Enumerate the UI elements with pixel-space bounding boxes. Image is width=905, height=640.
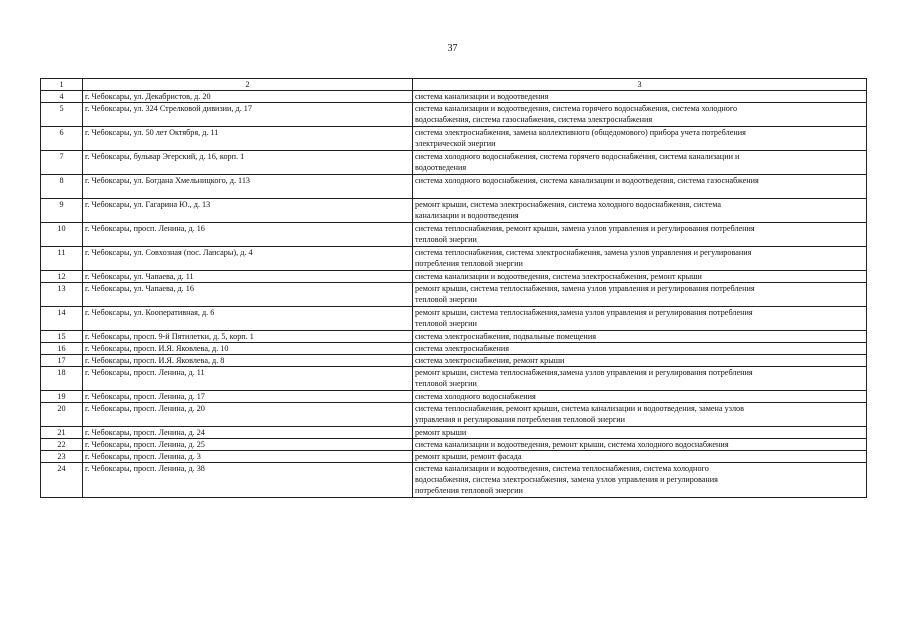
row-number: 16 [41,343,83,355]
row-number: 17 [41,355,83,367]
row-works [413,463,867,498]
row-works [413,451,867,463]
row-address: г. Чебоксары, просп. 9-й Пятилетки, д. 5, корп. 1 [83,331,413,343]
row-address: г. Чебоксары, ул. Чапаева, д. 11 [83,271,413,283]
row-works-line: система электроснабжения [415,344,510,353]
table-row [41,367,867,391]
row-number: 14 [41,307,83,331]
row-number: 6 [41,127,83,151]
column-header-number: 1 [41,79,83,91]
row-works-line: потребления тепловой энергии [415,259,523,268]
row-works-line: электрической энергии [415,139,496,148]
row-works-line: тепловой энергии [415,295,477,304]
row-address: г. Чебоксары, просп. Ленина, д. 38 [83,463,413,498]
row-works [413,271,867,283]
row-works-line: система канализации и водоотведения, ремонт крыши, система холодного водоснабжения [415,440,729,449]
row-address: г. Чебоксары, ул. Кооперативная, д. 6 [83,307,413,331]
table-row [41,451,867,463]
row-works-line: система электроснабжения, ремонт крыши [415,356,565,365]
row-works [413,427,867,439]
row-address: г. Чебоксары, просп. Ленина, д. 20 [83,403,413,427]
row-address: г. Чебоксары, ул. Декабристов, д. 20 [83,91,413,103]
row-works-line: ремонт крыши, система электроснабжения, система холодного водоснабжения, система [415,200,721,209]
row-works-line: система электроснабжения, подвальные помещения [415,332,596,341]
row-works-line: водоснабжения, система электроснабжения, замена узлов управления и регулирования [415,475,718,484]
table-row [41,247,867,271]
table-row [41,199,867,223]
row-works-line: тепловой энергии [415,319,477,328]
row-address: г. Чебоксары, бульвар Эгерский, д. 16, корп. 1 [83,151,413,175]
row-works [413,367,867,391]
row-number: 4 [41,91,83,103]
row-works [413,103,867,127]
row-address: г. Чебоксары, просп. Ленина, д. 25 [83,439,413,451]
row-works-line: система холодного водоснабжения, система канализации и водоотведения, система газоснабжения [415,176,759,185]
row-address: г. Чебоксары, ул. Чапаева, д. 16 [83,283,413,307]
row-works-line: система канализации и водоотведения, система теплоснабжения, система холодного [415,464,709,473]
row-number: 15 [41,331,83,343]
row-works-line: канализации и водоотведения [415,211,519,220]
row-works-line: водоснабжения, система газоснабжения, система электроснабжения [415,115,653,124]
row-number: 11 [41,247,83,271]
row-address: г. Чебоксары, просп. Ленина, д. 11 [83,367,413,391]
row-works-line: система теплоснабжения, система электроснабжения, замена узлов управления и регулирования [415,248,752,257]
row-works [413,151,867,175]
row-works [413,403,867,427]
table-row [41,403,867,427]
row-works-line: водоотведения [415,163,467,172]
row-works [413,343,867,355]
row-address: г. Чебоксары, просп. И.Я. Яковлева, д. 8 [83,355,413,367]
row-number: 8 [41,175,83,199]
row-works [413,331,867,343]
table-row [41,463,867,498]
row-number: 23 [41,451,83,463]
table-row [41,343,867,355]
row-works-line: система канализации и водоотведения [415,92,549,101]
row-works-line: тепловой энергии [415,379,477,388]
row-address: г. Чебоксары, просп. Ленина, д. 3 [83,451,413,463]
row-number: 20 [41,403,83,427]
row-number: 22 [41,439,83,451]
row-address: г. Чебоксары, просп. Ленина, д. 17 [83,391,413,403]
row-works-line: система холодного водоснабжения, система горячего водоснабжения, система канализации и [415,152,740,161]
table-row [41,151,867,175]
table-row [41,175,867,199]
table-row [41,307,867,331]
row-works-line: ремонт крыши, система теплоснабжения,замена узлов управления и регулирования потребления [415,308,753,317]
table-row [41,283,867,307]
row-works [413,283,867,307]
row-works-line: ремонт крыши [415,428,467,437]
row-works-line: потребления тепловой энергии [415,486,523,495]
row-works-line: ремонт крыши, система теплоснабжения, замена узлов управления и регулирования потребления [415,284,755,293]
row-number: 21 [41,427,83,439]
table-row [41,223,867,247]
row-works [413,307,867,331]
column-header-address: 2 [83,79,413,91]
row-address: г. Чебоксары, просп. И.Я. Яковлева, д. 10 [83,343,413,355]
row-works-line: система холодного водоснабжения [415,392,536,401]
works-table [40,78,867,498]
row-works [413,247,867,271]
table-row [41,127,867,151]
row-number: 10 [41,223,83,247]
table-row [41,427,867,439]
row-works [413,391,867,403]
row-works [413,439,867,451]
row-number: 19 [41,391,83,403]
row-address: г. Чебоксары, ул. 50 лет Октября, д. 11 [83,127,413,151]
row-works [413,223,867,247]
row-works-line: система теплоснабжения, ремонт крыши, система канализации и водоотведения, замена узлов [415,404,744,413]
row-address: г. Чебоксары, ул. 324 Стрелковой дивизии, д. 17 [83,103,413,127]
row-number: 12 [41,271,83,283]
row-works-line: тепловой энергии [415,235,477,244]
row-number: 5 [41,103,83,127]
works-table-body [41,79,867,498]
row-works-line: управления и регулирования потребления тепловой энергии [415,415,626,424]
page-number: 37 [447,43,458,54]
row-works [413,355,867,367]
table-row [41,331,867,343]
row-number: 9 [41,199,83,223]
row-works [413,199,867,223]
row-address: г. Чебоксары, ул. Богдана Хмельницкого, д. 113 [83,175,413,199]
table-row [41,103,867,127]
row-works-line: система электроснабжения, замена коллективного (общедомового) прибора учета потребления [415,128,746,137]
row-number: 13 [41,283,83,307]
row-address: г. Чебоксары, просп. Ленина, д. 24 [83,427,413,439]
table-row [41,271,867,283]
table-row [41,355,867,367]
row-works-line: система теплоснабжения, ремонт крыши, замена узлов управления и регулирования потребления [415,224,755,233]
column-header-works: 3 [413,79,867,91]
row-address: г. Чебоксары, просп. Ленина, д. 16 [83,223,413,247]
row-number: 24 [41,463,83,498]
row-works-line: ремонт крыши, ремонт фасада [415,452,522,461]
row-number: 18 [41,367,83,391]
row-address: г. Чебоксары, ул. Гагарина Ю., д. 13 [83,199,413,223]
row-works-line: система канализации и водоотведения, система горячего водоснабжения, система холодного [415,104,738,113]
row-works [413,175,867,199]
table-row [41,91,867,103]
row-address: г. Чебоксары, ул. Совхозная (пос. Лапсары), д. 4 [83,247,413,271]
row-works-line: система канализации и водоотведения, система электроснабжения, ремонт крыши [415,272,702,281]
table-header-row [41,79,867,91]
row-works [413,127,867,151]
table-row [41,391,867,403]
table-row [41,439,867,451]
row-works [413,91,867,103]
row-works-line: ремонт крыши, система теплоснабжения,замена узлов управления и регулирования потребления [415,368,753,377]
row-number: 7 [41,151,83,175]
